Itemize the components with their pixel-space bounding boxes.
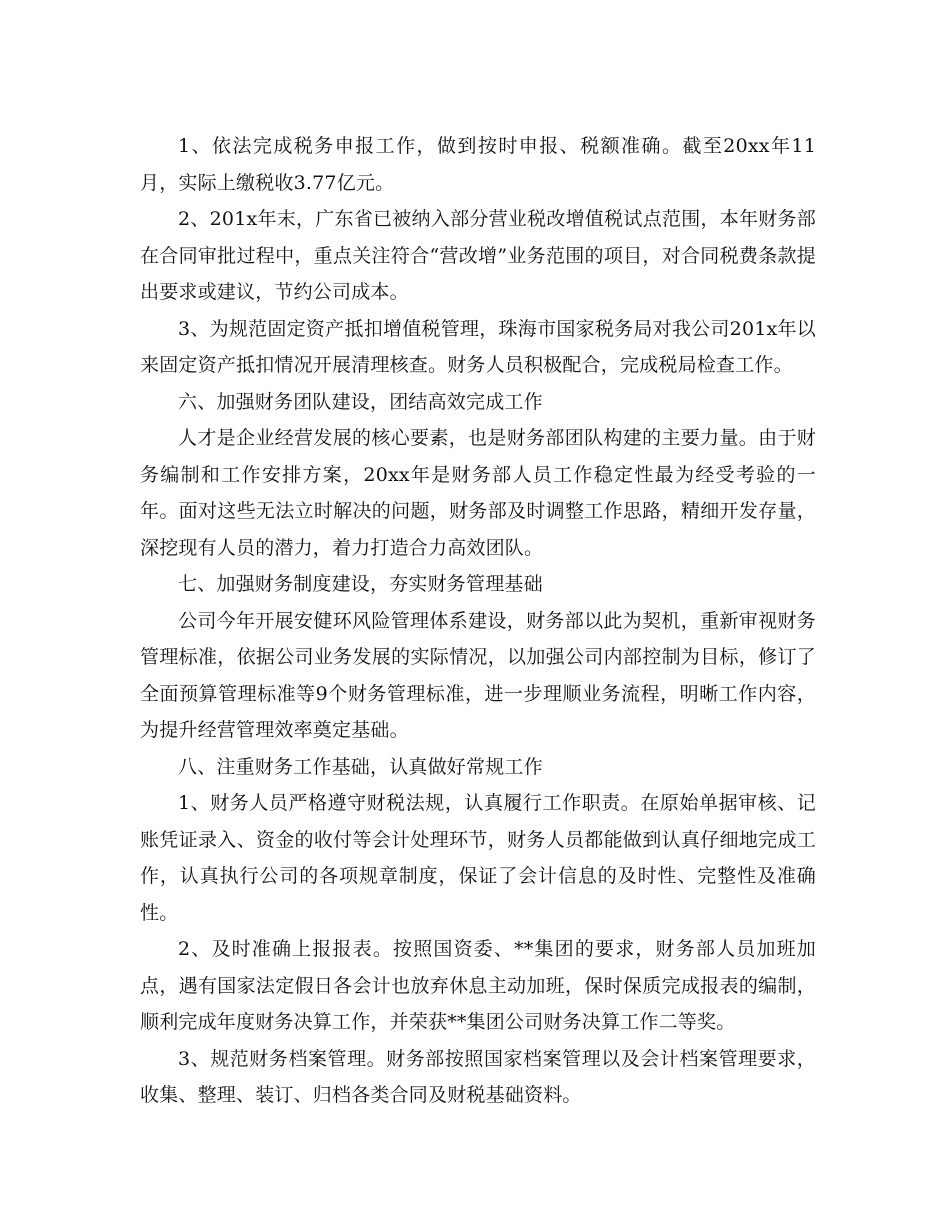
paragraph-system-building: 公司今年开展安健环风险管理体系建设，财务部以此为契机，重新审视财务管理标准，依据公司业务发展的实际情况，以加强公司内部控制为目标，修订了全面预算管理标准等9个财务管理标准，进一步理顺业务流程，明晰工作内容，为提升经营管理效率奠定基础。 bbox=[140, 609, 816, 741]
section-heading-system: 七、加强财务制度建设，夯实财务管理基础 bbox=[178, 573, 543, 595]
paragraph-fixed-asset-vat: 3、为规范固定资产抵扣增值税管理，珠海市国家税务局对我公司201x年以来固定资产抵扣情况开展清理核查。财务人员积极配合，完成税局检查工作。 bbox=[140, 317, 816, 376]
paragraph-tax-filing: 1、依法完成税务申报工作，做到按时申报、税额准确。截至20xx年11月，实际上缴税收3.77亿元。 bbox=[140, 135, 816, 194]
paragraph-compliance: 1、财务人员严格遵守财税法规，认真履行工作职责。在原始单据审核、记账凭证录入、资金的收付等会计处理环节，财务人员都能做到认真仔细地完成工作，认真执行公司的各项规章制度，保证了会计信息的及时性、完整性及准确性。 bbox=[140, 792, 816, 924]
section-heading-team: 六、加强财务团队建设，团结高效完成工作 bbox=[178, 390, 543, 413]
paragraph-team-building: 人才是企业经营发展的核心要素，也是财务部团队构建的主要力量。由于财务编制和工作安排方案，20xx年是财务部人员工作稳定性最为经受考验的一年。面对这些无法立时解决的问题，财务部及时调整工作思路，精细开发存量，深挖现有人员的潜力，着力打造合力高效团队。 bbox=[140, 427, 816, 559]
paragraph-archives: 3、规范财务档案管理。财务部按照国家档案管理以及会计档案管理要求，收集、整理、装订、归档各类合同及财税基础资料。 bbox=[140, 1047, 816, 1106]
document-body bbox=[140, 128, 816, 1114]
paragraph-reporting: 2、及时准确上报报表。按照国资委、**集团的要求，财务部人员加班加点，遇有国家法定假日各会计也放弃休息主动加班，保时保质完成报表的编制，顺利完成年度财务决算工作，并荣获**集团公司财务决算工作二等奖。 bbox=[140, 938, 816, 1033]
paragraph-vat-reform: 2、201x年末，广东省已被纳入部分营业税改增值税试点范围，本年财务部在合同审批过程中，重点关注符合“营改增”业务范围的项目，对合同税费条款提出要求或建议，节约公司成本。 bbox=[140, 208, 816, 303]
section-heading-routine: 八、注重财务工作基础，认真做好常规工作 bbox=[178, 755, 543, 778]
